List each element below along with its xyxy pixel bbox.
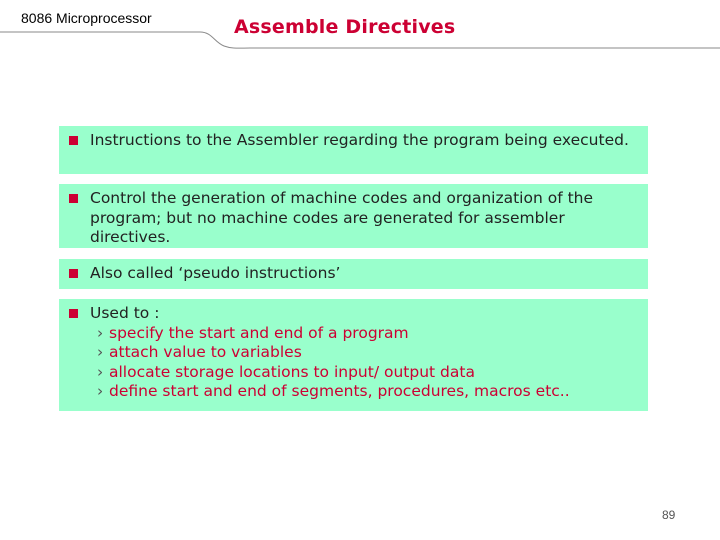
sub-item-text: attach value to variables (109, 343, 302, 361)
sub-item-marker: › (97, 343, 104, 361)
sub-item-text: specify the start and end of a program (109, 323, 409, 342)
bullet-box-2 (59, 184, 648, 248)
bullet-marker (69, 269, 78, 278)
sub-item (90, 343, 642, 363)
bullet-box-1 (59, 126, 648, 174)
sub-item (90, 363, 642, 383)
sub-item-marker: › (97, 382, 104, 400)
bullet-marker (69, 309, 78, 318)
sub-item-marker: › (97, 323, 104, 342)
sub-item-marker: › (97, 362, 104, 381)
slide-title: Assemble Directives (234, 16, 456, 38)
bullet-box-4 (59, 299, 648, 411)
sub-item (90, 324, 642, 344)
bullet-marker (69, 136, 78, 145)
bullet-box-3 (59, 259, 648, 289)
bullet-text-group (90, 304, 642, 402)
sub-item (90, 382, 642, 402)
course-title: 8086 Microprocessor (21, 10, 152, 26)
bullet-text: Control the generation of machine codes and organization of the program; but no machine codes are generated for assembler directives. (90, 189, 594, 246)
page-number: 89 (662, 508, 676, 522)
sub-item-text: allocate storage locations to input/ output data (109, 362, 475, 381)
bullet-text: Used to : (90, 304, 160, 322)
bullet-text: Also called ‘pseudo instructions’ (90, 264, 341, 282)
sub-item-text: define start and end of segments, procedures, macros etc.. (109, 382, 570, 400)
bullet-marker (69, 194, 78, 203)
bullet-text: Instructions to the Assembler regarding the program being executed. (90, 131, 629, 149)
